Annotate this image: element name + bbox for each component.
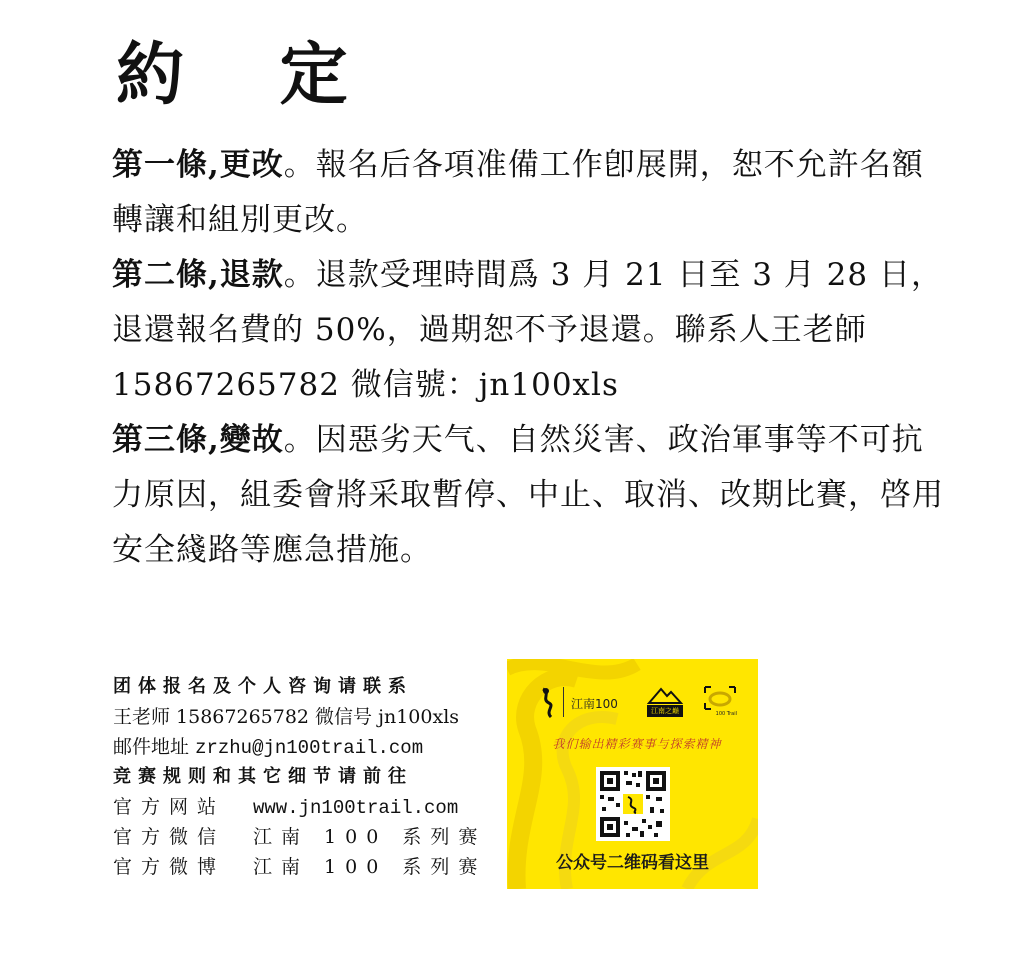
trail-logo [703,685,737,719]
link-wechat-value: 江南 100 系列赛 [253,826,487,848]
link-weibo [113,852,487,882]
link-weibo-value: 江南 100 系列赛 [253,856,487,878]
wechat-poster [507,659,758,889]
link-wechat [113,822,487,852]
badge-text: 江南之巅 [647,705,683,717]
rules-heading: 竞赛规则和其它细节请前往 [113,766,413,787]
term-3-heading: 第三條,變故 [112,422,284,458]
term-2 [112,248,952,413]
poster-slogan: 我们输出精彩赛事与探索精神 [552,737,722,751]
term-1 [112,138,952,248]
link-website-value[interactable]: www.jn100trail.com [253,797,459,819]
mountain-icon [647,685,683,705]
trail-logo-icon [703,685,737,711]
trail-text: 100 Trail [715,711,737,717]
logo-text: 江南100 [571,697,618,711]
email-label: 邮件地址 [113,736,190,758]
email-address[interactable]: zrzhu@jn100trail.com [195,737,424,759]
term-2-body: 。退款受理時間爲 3 月 21 日至 3 月 28 日，退還報名費的 50%，過期恕不予退還。聯系人王老師 15867265782 微信號：jn100xls [112,257,943,403]
terms-section [112,138,952,578]
term-2-heading: 第二條,退款 [112,257,284,293]
link-website [113,792,473,822]
term-1-body: 。報名后各項准備工作卽展開，恕不允許名額轉讓和組別更改。 [112,147,924,238]
teacher-contact: 王老师 15867265782 微信号 jn100xls [113,706,460,728]
link-website-label: 官方网站 [113,796,226,818]
link-weibo-label: 官方微博 [113,856,226,878]
logo-row [537,683,737,723]
qr-code-icon[interactable] [596,767,670,841]
link-wechat-label: 官方微信 [113,826,226,848]
term-3 [112,413,952,578]
term-3-body: 。因惡劣天气、自然災害、政治軍事等不可抗力原因，組委會將采取暫停、中止、取消、改期比賽，啓用安全綫路等應急措施。 [112,422,944,568]
page-title: 約 定 [116,35,384,115]
runner-flame-icon [537,687,559,719]
group-contact-heading: 团体报名及个人咨询请联系 [113,676,413,697]
term-1-heading: 第一條,更改 [112,147,284,183]
mountain-badge [647,685,683,719]
email-line [113,732,473,762]
qr-caption: 公众号二维码看这里 [556,853,709,873]
contact-block [113,672,487,882]
